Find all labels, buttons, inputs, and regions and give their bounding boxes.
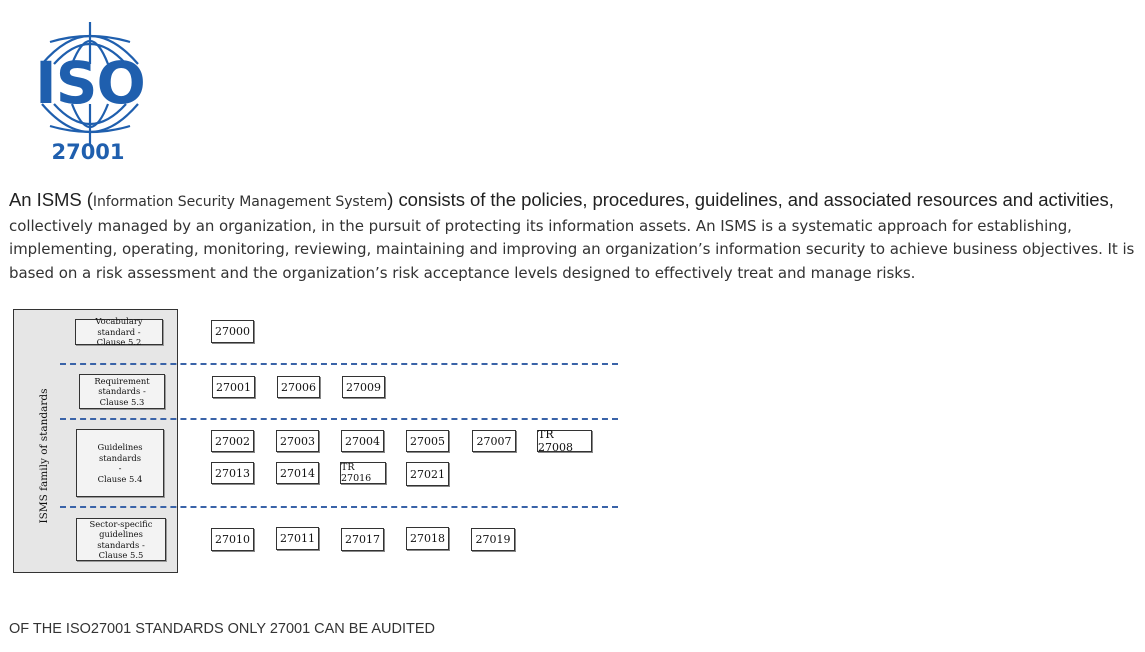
category-line: Clause 5.3 <box>99 396 145 407</box>
standard-box: 27013 <box>211 462 254 484</box>
divider <box>60 363 618 365</box>
standard-box: TR 27016 <box>340 462 386 484</box>
standard-box: 27017 <box>341 528 384 551</box>
intro-term: Information Security Management System <box>92 194 388 210</box>
category-sector-specific <box>76 518 166 561</box>
category-line: guidelines standards - <box>97 529 145 550</box>
iso-27001-logo <box>20 18 160 166</box>
standard-box: 27011 <box>276 527 319 550</box>
standard-box: 27010 <box>211 528 254 551</box>
category-vocabulary <box>75 316 163 348</box>
intro-lead-end: ) consists of the policies, procedures, guidelines, and associated resources and activities, <box>387 189 1114 210</box>
standard-box: 27014 <box>276 462 319 484</box>
divider <box>60 506 618 508</box>
category-line: Clause 5.2 <box>96 337 142 348</box>
category-line: Requirement <box>94 375 150 386</box>
intro-lead: An ISMS ( <box>9 189 93 210</box>
category-line: Clause 5.5 <box>98 550 144 560</box>
iso-brand-text: ISO <box>35 49 145 117</box>
standard-box: 27009 <box>342 376 385 398</box>
category-line: standards - <box>98 386 146 397</box>
standard-box: 27003 <box>276 430 319 452</box>
category-line: Vocabulary standard - <box>95 316 143 337</box>
category-line: - <box>118 463 122 473</box>
category-line: Guidelines standards <box>97 442 143 463</box>
category-guidelines <box>76 429 164 497</box>
isms-family-diagram <box>10 303 630 583</box>
standard-box: 27000 <box>211 320 254 343</box>
standard-box: 27019 <box>471 528 515 551</box>
audit-note: OF THE ISO27001 STANDARDS ONLY 27001 CAN BE AUDITED <box>9 621 436 637</box>
category-line: Sector-specific <box>89 518 153 529</box>
divider <box>60 418 618 420</box>
intro-paragraph <box>9 188 1143 285</box>
standard-box: 27006 <box>277 376 320 398</box>
standard-box: TR 27008 <box>537 430 592 452</box>
globe-icon <box>20 18 160 166</box>
standard-box: 27018 <box>406 527 449 550</box>
category-requirement <box>79 374 165 409</box>
standard-box: 27021 <box>406 462 449 486</box>
standard-box: 27007 <box>472 430 516 452</box>
iso-number-text: 27001 <box>51 140 125 164</box>
standard-box: 27002 <box>211 430 254 452</box>
standard-box: 27005 <box>406 430 449 452</box>
standard-box: 27004 <box>341 430 384 452</box>
standard-box: 27001 <box>212 376 255 398</box>
intro-body: collectively managed by an organization, in the pursuit of protecting its information assets. An ISMS is a systematic approach for establishing, implementing, operating, monitoring, reviewing, maintaining and improving an organization’s information security to achieve business objectives. It is based on a risk assessment and the organization’s risk acceptance levels designed to effectively treat and manage risks. <box>9 216 1135 282</box>
family-label: ISMS family of standards <box>38 388 50 524</box>
category-line: Clause 5.4 <box>97 473 143 484</box>
